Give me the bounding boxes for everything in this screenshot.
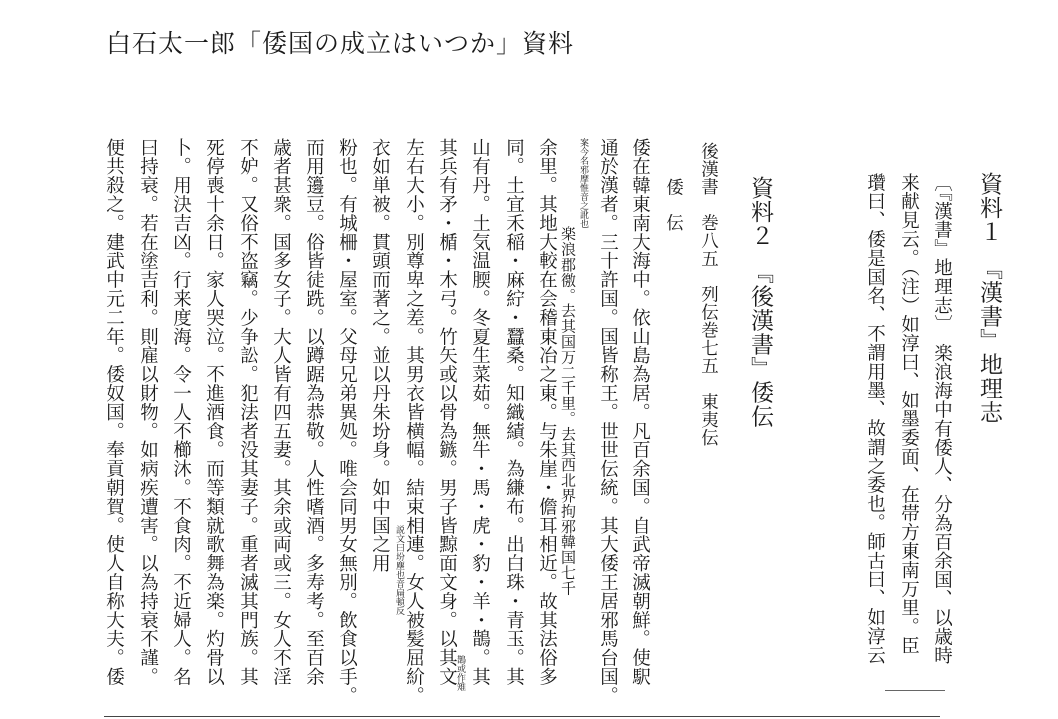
material2-distance-fragment: 楽浪郡徼。去其国万二千里。去其西北界拘邪韓国七千: [559, 226, 577, 596]
material2-line-4: 同。土宜禾稲・麻紵・蠶桑。知織績。為縑布。出白珠・青玉。其: [503, 138, 525, 687]
material1-line-2: 来献見云。（注）如淳曰、如墨委面、在帯方東南万里。臣: [898, 173, 920, 656]
material2-yamato-note: 案今名邪摩惟音之訛也: [578, 138, 588, 228]
material1-heading: 資料１ 『漢書』地理志: [976, 172, 1002, 425]
material2-line-15: 曰持衰。若在塗吉利。則雇以財物。如病疾遭害。以為持衰不謹。: [137, 138, 159, 687]
material2-subheading: 倭 伝: [663, 178, 684, 232]
material2-line-16: 便共殺之。建武中元二年。倭奴国。奉貢朝賀。使人自称大夫。倭: [103, 138, 125, 687]
material2-line-12: 不妒。又俗不盗竊。少争訟。犯法者没其妻子。重者滅其門族。其: [237, 138, 259, 687]
material2-line-3: 余里。其地大較在会稽東冶之東。与朱崖・儋耳相近。故其法俗多: [536, 138, 558, 687]
corner-rule: [885, 690, 945, 691]
bottom-rule: [104, 716, 940, 717]
page-title: 白石太一郎「倭国の成立はいつか」資料: [106, 29, 575, 58]
material2-line-1: 倭在韓東南大海中。依山島為居。凡百余国。自武帝滅朝鮮。使駅: [629, 138, 651, 687]
material2-heading: 資料２ 『後漢書』倭伝: [747, 176, 773, 429]
material2-line-14: 卜。用決吉凶。行来度海。令一人不櫛沐。不食肉。不近婦人。名: [170, 138, 192, 687]
material2-line-2: 通於漢者。三十許国。国皆称王。世世伝統。其大倭王居邪馬台国。: [597, 138, 619, 705]
material1-line-1: 〔『漢書』地理志〕 楽浪海中有倭人、分為百余国、以歳時: [931, 173, 953, 665]
material2-line-13: 死停喪十余日。家人哭泣。不進酒食。而等類就歌舞為楽。灼骨以: [203, 138, 225, 687]
material2-line-5: 山有丹。土気温腝。冬夏生菜茹。無牛・馬・虎・豹・羊・鵲。其: [469, 138, 491, 687]
material2-line-6: 其兵有矛・楯・木弓。竹矢或以骨為鏃。男子皆黥面文身。以其文: [436, 138, 458, 687]
material2-line-7: 左右大小。別尊卑之差。其男衣皆横幅。結束相連。女人被髪屈紒。: [403, 138, 425, 705]
material2-magpie-note: 鵲或作雉: [455, 655, 465, 691]
material2-line-8: 衣如単被。貫頭而著之。並以丹朱坋身。如中国之用: [369, 138, 391, 573]
material2-source: 後漢書 巻八五 列伝巻七五 東夷伝: [698, 142, 719, 447]
material1-line-3: 瓚曰、倭是国名、不謂用墨、故謂之委也。師古曰、如淳云: [864, 173, 886, 665]
material2-line-9: 粉也。有城柵・屋室。父母兄弟異処。唯会同男女無別。飲食以手。: [336, 138, 358, 705]
material2-line-10: 而用籩豆。俗皆徒跣。以蹲踞為恭敬。人性嗜酒。多寿考。至百余: [303, 138, 325, 687]
material2-fun-note: 説文曰坋塵也音扁頓反: [394, 525, 404, 615]
material2-line-11: 歳者甚衆。国多女子。大人皆有四五妻。其余或両或三。女人不淫: [270, 138, 292, 687]
